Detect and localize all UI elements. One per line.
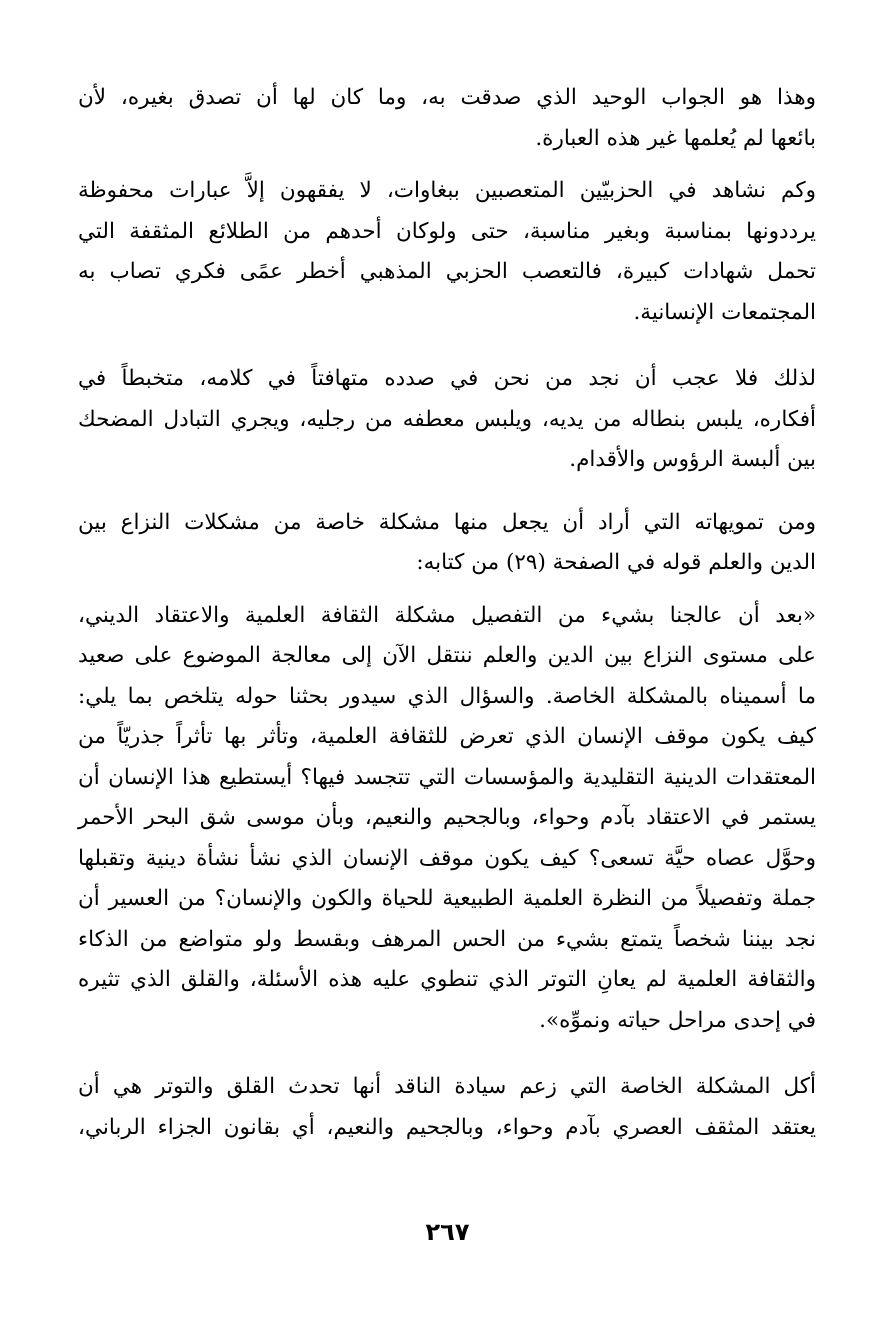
text-line: تحمل شهادات كبيرة، فالتعصب الحزبي المذهبي أخطر عمًى فكري تصاب به [78, 259, 816, 284]
text-line: بائعها لم يُعلمها غير هذه العبارة. [535, 125, 816, 151]
text-line: بين ألبسة الرؤوس والأقدام. [569, 447, 816, 472]
text-line: «بعد أن عالجنا بشيء من التفصيل مشكلة الثقافة العلمية والاعتقاد الديني، [78, 602, 816, 628]
text-line: وكم نشاهد في الحزبيّين المتعصبين ببغاوات، لا يفقهون إلاَّ عبارات محفوظة [78, 178, 816, 203]
paragraph-2 [78, 171, 816, 333]
paragraph-3 [78, 359, 816, 481]
text-line: وهذا هو الجواب الوحيد الذي صدقت به، وما كان لها أن تصدق بغيره، لأن [78, 85, 816, 110]
text-line: كيف يكون موقف الإنسان الذي تعرض للثقافة العلمية، وتأثر بها تأثراً جذريّاً من [78, 724, 816, 749]
page-number: ٢٦٧ [425, 1218, 470, 1246]
paragraph-1 [78, 78, 816, 159]
page-body [78, 78, 816, 1148]
text-line: على مستوى النزاع بين الدين والعلم ننتقل الآن إلى معالجة الموضوع على صعيد [78, 643, 816, 668]
text-line: والثقافة العلمية لم يعانِ التوتر الذي تنطوي عليه هذه الأسئلة، والقلق الذي تثيره [78, 967, 816, 992]
text-line: جملة وتفصيلاً من النظرة العلمية الطبيعية للحياة والكون والإنسان؟ من العسير أن [78, 886, 816, 911]
text-line: المجتمعات الإنسانية. [633, 299, 816, 325]
text-line: نجد بيننا شخصاً يتمتع بشيء من الحس المرهف وبقسط ولو متواضع من الذكاء [78, 926, 816, 952]
text-line: ما أسميناه بالمشكلة الخاصة. والسؤال الذي سيدور بحثنا حوله يتلخص بما يلي: [78, 683, 816, 709]
text-line: يرددونها بمناسبة وبغير مناسبة، حتى ولوكان أحدهم من الطلائع المثقفة التي [78, 218, 816, 244]
text-line: وحوَّل عصاه حيَّة تسعى؟ كيف يكون موقف الإنسان الذي نشأ نشأة دينية وتقبلها [78, 845, 816, 871]
text-line: يستمر في الاعتقاد بآدم وحواء، وبالجحيم والنعيم، وبأن موسى شق البحر الأحمر [78, 805, 816, 830]
text-line: يعتقد المثقف العصري بآدم وحواء، وبالجحيم والنعيم، أي بقانون الجزاء الرباني، [78, 1114, 816, 1140]
text-line: أكل المشكلة الخاصة التي زعم سيادة الناقد أنها تحدث القلق والتوتر هي أن [78, 1074, 816, 1099]
text-line: في إحدى مراحل حياته ونموِّه». [539, 1007, 816, 1033]
text-line: المعتقدات الدينية التقليدية والمؤسسات التي تتجسد فيها؟ أيستطيع هذا الإنسان أن [78, 764, 816, 790]
paragraph-6 [78, 1067, 816, 1148]
quotation-paragraph [78, 596, 816, 1042]
text-line: لذلك فلا عجب أن نجد من نحن في صدده متهافتاً في كلامه، متخبطاً في [78, 366, 816, 391]
text-line: ومن تمويهاته التي أراد أن يجعل منها مشكلة خاصة من مشكلات النزاع بين [78, 509, 816, 535]
text-line: أفكاره، يلبس بنطاله من يديه، ويلبس معطفه من رجليه، ويجري التبادل المضحك [78, 406, 816, 432]
paragraph-4 [78, 503, 816, 584]
text-line: الدين والعلم قوله في الصفحة (٢٩) من كتابه: [416, 550, 816, 575]
